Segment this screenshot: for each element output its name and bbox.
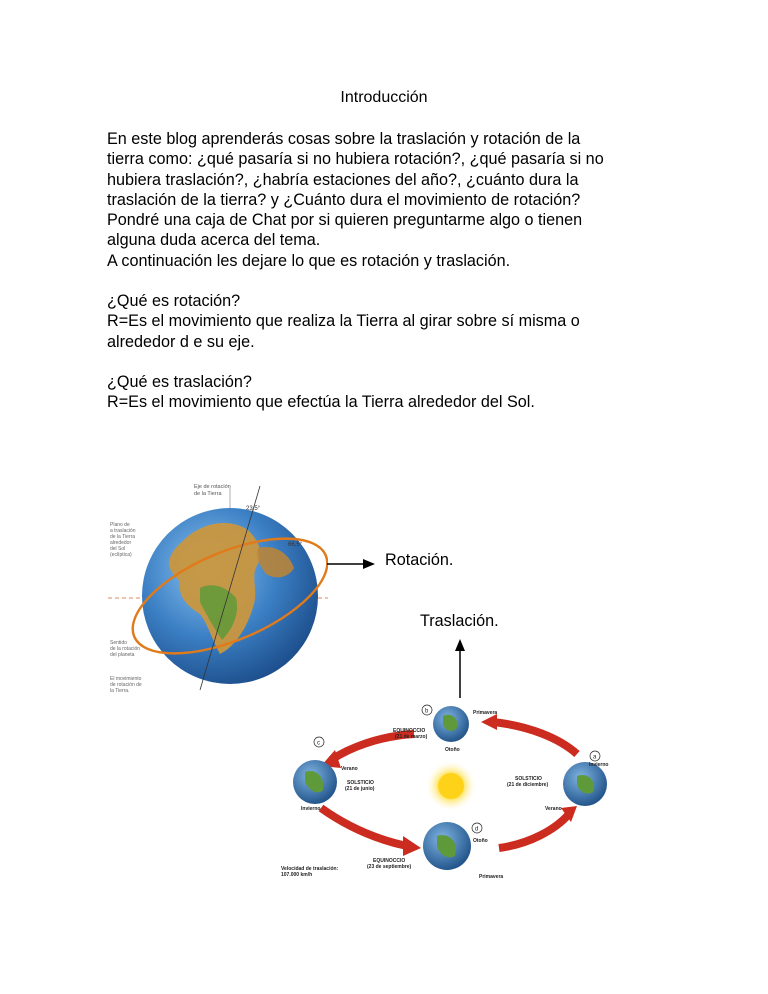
intro-line: traslación de la tierra? y ¿Cuánto dura el movimiento de rotación? — [107, 190, 581, 209]
intro-line: alguna duda acerca del tema. — [107, 231, 321, 250]
axis-label: de la Tierra — [194, 491, 222, 497]
rotation-label: Rotación. — [385, 551, 454, 569]
marker-c: c — [317, 740, 320, 747]
speed-value: 107.000 km/h — [281, 872, 313, 878]
rotation-answer-line: R=Es el movimiento que realiza la Tierra al girar sobre sí misma o — [107, 312, 580, 331]
translation-label: Traslación. — [420, 612, 499, 630]
season-primavera: Primavera — [479, 874, 504, 880]
season-invierno: Invierno — [589, 762, 609, 768]
sense-label: Sentido — [110, 640, 127, 646]
equinox-date: (21 de marzo) — [395, 734, 428, 740]
movement-label: de rotación de — [110, 682, 142, 688]
intro-line: Pondré una caja de Chat por si quieren preguntarme algo o tienen — [107, 211, 583, 230]
rotation-question: ¿Qué es rotación? — [107, 292, 241, 310]
equinox-label: EQUINOCCIO — [393, 728, 426, 734]
solstice-label: SOLSTICIO — [347, 780, 374, 786]
earth-rotation-image — [108, 478, 328, 700]
angle-label: 66,5° — [288, 542, 303, 548]
intro-line: A continuación les dejare lo que es rotación y traslación. — [107, 251, 511, 270]
sense-label: de la rotación — [110, 646, 141, 652]
arrow-up-icon — [452, 638, 468, 698]
translation-question: ¿Qué es traslación? — [107, 373, 252, 391]
movement-label: la Tierra. — [110, 688, 130, 694]
season-otono: Otoño — [473, 838, 488, 844]
speed-label: Velocidad de traslación: — [281, 866, 339, 872]
season-primavera: Primavera — [473, 710, 498, 716]
arrow-right-icon — [327, 556, 377, 572]
rotation-section — [107, 291, 667, 352]
earth-orbit-image — [279, 698, 627, 884]
equinox-date: (23 de septiembre) — [367, 864, 412, 870]
marker-b: b — [425, 708, 429, 715]
season-invierno: Invierno — [301, 806, 321, 812]
plane-label: a traslación — [110, 528, 136, 534]
movement-label: El movimiento — [110, 676, 142, 682]
plane-label: del Sol — [110, 546, 126, 552]
marker-a: a — [593, 754, 597, 761]
solstice-date: (21 de diciembre) — [507, 782, 549, 788]
translation-answer-line: R=Es el movimiento que efectúa la Tierra alrededor del Sol. — [107, 393, 535, 412]
intro-line: tierra como: ¿qué pasaría si no hubiera rotación?, ¿qué pasaría si no — [107, 150, 604, 169]
plane-label: Plano de — [110, 522, 130, 528]
solstice-date: (21 de junio) — [345, 786, 375, 792]
axis-label: Eje de rotación — [194, 484, 231, 490]
rotation-answer-line: alrededor d e su eje. — [107, 332, 255, 351]
translation-section — [107, 372, 667, 413]
intro-line: En este blog aprenderás cosas sobre la traslación y rotación de la — [107, 130, 581, 148]
season-otono: Otoño — [445, 747, 460, 753]
season-verano: Verano — [341, 766, 358, 772]
page-title: Introducción — [340, 89, 428, 106]
marker-d: d — [475, 826, 479, 833]
solstice-label: SOLSTICIO — [515, 776, 542, 782]
angle-label: 23,5° — [246, 506, 261, 512]
intro-line: hubiera traslación?, ¿habría estaciones del año?, ¿cuánto dura la — [107, 170, 579, 189]
season-verano: Verano — [545, 806, 562, 812]
plane-label: (eclíptica) — [110, 552, 132, 558]
intro-paragraph — [107, 129, 667, 271]
plane-label: alrededor — [110, 540, 132, 546]
sense-label: del planeta — [110, 652, 135, 658]
plane-label: de la Tierra — [110, 534, 136, 540]
equinox-label: EQUINOCCIO — [373, 858, 406, 864]
